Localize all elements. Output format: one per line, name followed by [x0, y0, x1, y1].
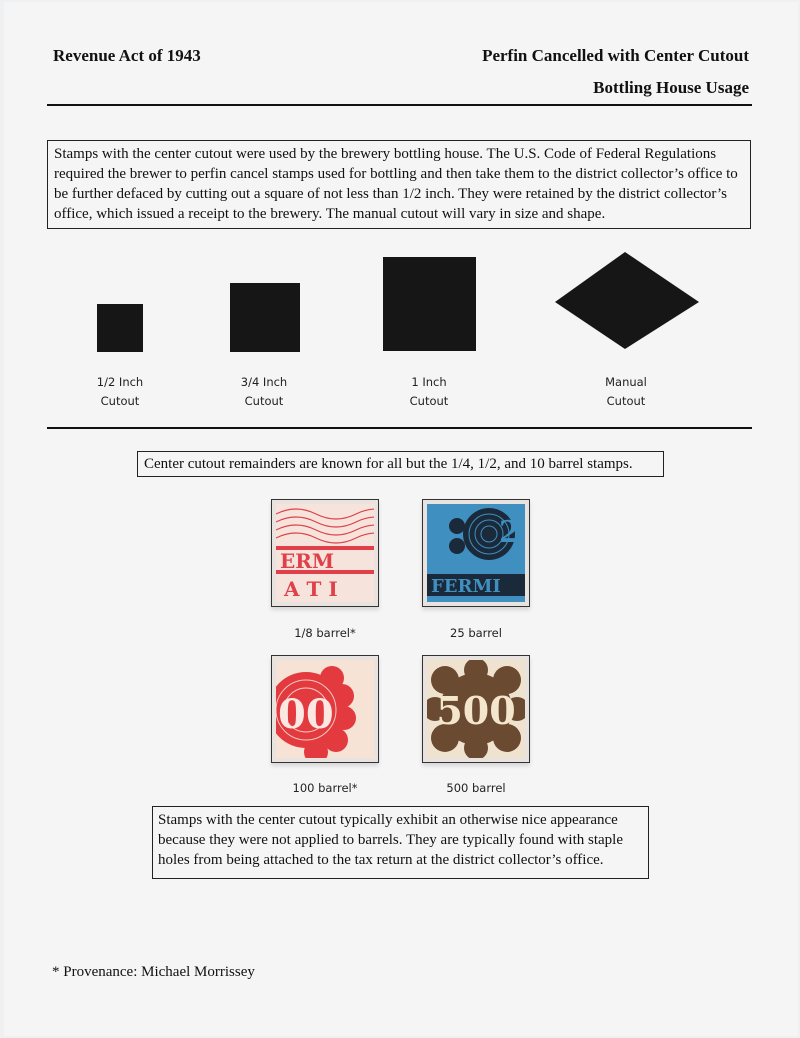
cutout-label-line: Cutout: [606, 394, 646, 408]
one-inch-cutout-shape: [383, 257, 476, 351]
cutout-label-line: Cutout: [409, 394, 449, 408]
stamp-25-barrel-image: [427, 504, 525, 602]
stamp-500-barrel: [422, 655, 530, 763]
stamp-25-barrel-label: 25 barrel: [450, 626, 502, 640]
cutout-label-one-inch: [369, 373, 489, 411]
cutout-label-manual: [566, 373, 686, 411]
provenance-note: * Provenance: Michael Morrissey: [52, 964, 255, 980]
cutout-label-line: 1/2 Inch: [96, 375, 144, 389]
stamp-eighth-barrel-image: [276, 504, 374, 602]
three-quarter-inch-cutout-shape: [230, 283, 300, 352]
cutout-label-line: Cutout: [244, 394, 284, 408]
stamp-eighth-barrel: [271, 499, 379, 607]
header-divider: [47, 104, 752, 106]
page-heading: Perfin Cancelled with Center Cutout: [482, 46, 749, 65]
stamp-eighth-barrel-text: ERM: [280, 549, 335, 573]
cutout-label-line: Manual: [605, 375, 647, 389]
stamp-100-barrel: [271, 655, 379, 763]
half-inch-cutout-shape: [97, 304, 143, 352]
cutout-label-three-quarter-inch: [204, 373, 324, 411]
cutout-label-line: Cutout: [100, 394, 140, 408]
page-subheading: Bottling House Usage: [593, 78, 749, 97]
intro-text-box: Stamps with the center cutout were used by the brewery bottling house. The U.S. Code of Federal Regulations required the brewer to perfin cancel stamps used for bottling and then take them to the district collector’s office to be further defaced by cutting out a square of not less than 1/2 inch. They were retained by the district collector’s office, which issued a receipt to the brewery. The manual cutout will vary in size and shape.: [47, 140, 751, 229]
svg-text:A T I: A T I: [284, 577, 338, 601]
stamp-25-barrel: [422, 499, 530, 607]
section-divider: [47, 427, 752, 429]
stamp-100-barrel-label: 100 barrel*: [292, 781, 358, 795]
stamp-500-barrel-text: 500: [436, 688, 516, 733]
page-title: Revenue Act of 1943: [53, 46, 201, 65]
cutout-label-half-inch: [60, 373, 180, 411]
stamp-100-barrel-text: 00: [278, 691, 334, 738]
svg-text:2: 2: [499, 515, 520, 550]
stamp-25-barrel-text: FERMI: [431, 576, 501, 597]
stamp-500-barrel-label: 500 barrel: [446, 781, 506, 795]
stamp-eighth-barrel-label: 1/8 barrel*: [294, 626, 356, 640]
stamp-100-barrel-image: [276, 660, 374, 758]
known-remainders-box: Center cutout remainders are known for all but the 1/4, 1/2, and 10 barrel stamps.: [137, 451, 664, 477]
outro-text-box: Stamps with the center cutout typically exhibit an otherwise nice appearance because they were not applied to barrels. They are typically found with staple holes from being attached to the tax return at the district collector’s office.: [152, 806, 649, 879]
manual-cutout-shape: [553, 250, 703, 352]
cutout-label-line: 3/4 Inch: [240, 375, 288, 389]
cutout-label-line: 1 Inch: [411, 375, 447, 389]
stamp-500-barrel-image: [427, 660, 525, 758]
